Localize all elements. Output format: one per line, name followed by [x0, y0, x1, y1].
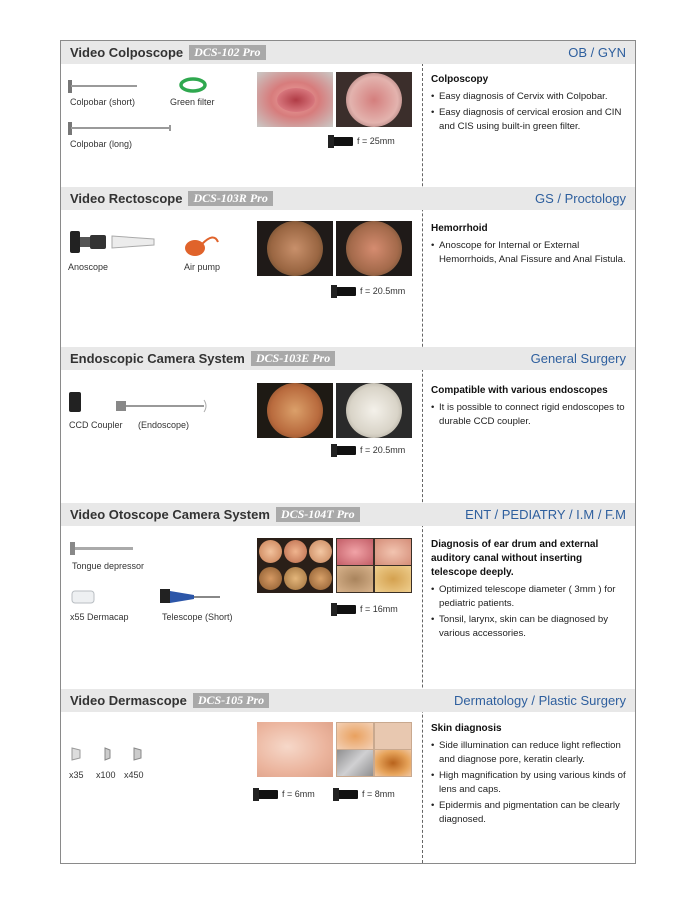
lens-icon: [258, 790, 278, 799]
section-title: Video Rectoscope: [70, 191, 183, 206]
accessory-label: x55 Dermacap: [70, 612, 129, 622]
cap-x35-icon: [68, 745, 86, 763]
focal-length: f = 25mm: [357, 136, 395, 146]
cervix-photo: [257, 72, 333, 127]
section-description: [431, 222, 631, 269]
description-bullet: • It is possible to connect rigid endoscopes to durable CCD coupler.: [431, 401, 631, 429]
accessory-label: Telescope (Short): [162, 612, 233, 622]
green-filter-icon: [178, 76, 208, 94]
description-bullet: • Tonsil, larynx, skin can be diagnosed by various accessories.: [431, 613, 631, 641]
description-bullet: • Easy diagnosis of cervical erosion and CIN and CIS using built-in green filter.: [431, 106, 631, 134]
accessory-label: (Endoscope): [138, 420, 190, 430]
description-heading: Hemorrhoid: [431, 223, 488, 234]
section-category: General Surgery: [530, 351, 626, 366]
description-bullet: • Optimized telescope diameter ( 3mm ) for pediatric patients.: [431, 583, 631, 611]
section-description: [431, 722, 631, 829]
colposcope-photo: [336, 72, 412, 127]
section-description: [431, 538, 631, 643]
anoscope-icon: [66, 229, 158, 255]
accessory-label: Anoscope: [68, 262, 109, 272]
lens-icon: [338, 790, 358, 799]
section-title: Video Otoscope Camera System: [70, 507, 270, 522]
section-category: Dermatology / Plastic Surgery: [454, 693, 626, 708]
model-badge: DCS-105 Pro: [193, 693, 269, 708]
section-header-rectoscope: [61, 187, 635, 210]
accessory-label: x100: [96, 770, 116, 780]
focal-length: f = 20.5mm: [360, 286, 406, 296]
accessory-label: Tongue depressor: [72, 561, 145, 571]
section-title: Video Dermascope: [70, 693, 187, 708]
accessory-label: CCD Coupler: [69, 420, 123, 430]
focal-length: f = 20.5mm: [360, 445, 406, 455]
description-heading: Compatible with various endoscopes: [431, 385, 608, 396]
accessory-label: Air pump: [184, 262, 221, 272]
section-category: ENT / PEDIATRY / I.M / F.M: [465, 507, 626, 522]
endoscopic-photo: [257, 383, 333, 438]
description-heading: Colposcopy: [431, 74, 489, 85]
lens-icon: [336, 446, 356, 455]
colpobar-short-icon: [68, 80, 138, 94]
accessory-label: x35: [69, 770, 84, 780]
model-badge: DCS-104T Pro: [276, 507, 360, 522]
accessory-label: Colpobar (short): [70, 97, 136, 107]
lens-icon: [336, 287, 356, 296]
section-header-dermascope: [61, 689, 635, 712]
skin-closeup-photos: [336, 722, 412, 777]
description-heading: Diagnosis of ear drum and external auditory canal without inserting telescope deeply.: [431, 539, 599, 578]
model-badge: DCS-102 Pro: [189, 45, 265, 60]
accessory-label: x450: [124, 770, 144, 780]
cap-x450-icon: [130, 745, 146, 763]
hemorrhoid-photo: [257, 221, 333, 276]
model-badge: DCS-103R Pro: [188, 191, 272, 206]
section-description: [431, 384, 631, 431]
accessory-label: Colpobar (long): [70, 139, 133, 149]
section-description: [431, 73, 631, 136]
description-heading: Skin diagnosis: [431, 723, 502, 734]
description-bullet: • Epidermis and pigmentation can be clearly diagnosed.: [431, 799, 631, 827]
tongue-depressor-icon: [70, 542, 134, 556]
section-header-colposcope: [61, 41, 635, 64]
section-category: OB / GYN: [568, 45, 626, 60]
lens-icon: [336, 605, 356, 614]
focal-length: f = 16mm: [360, 604, 398, 614]
section-header-otoscope: [61, 503, 635, 526]
section-category: GS / Proctology: [534, 191, 626, 206]
throat-skin-photos: [336, 538, 412, 593]
ear-drum-photos: [257, 538, 333, 593]
description-bullet: • Easy diagnosis of Cervix with Colpobar.: [431, 90, 631, 104]
section-title: Endoscopic Camera System: [70, 351, 245, 366]
air-pump-icon: [182, 228, 222, 260]
focal-length: f = 6mm: [282, 789, 315, 799]
description-bullet: • Anoscope for Internal or External Hemorrhoids, Anal Fissure and Anal Fistula.: [431, 239, 631, 267]
lens-icon: [333, 137, 353, 146]
description-bullet: • High magnification by using various kinds of lens and caps.: [431, 769, 631, 797]
section-header-endoscopic: [61, 347, 635, 370]
joint-photo: [336, 383, 412, 438]
endoscope-icon: [114, 398, 208, 414]
skin-photo: [257, 722, 333, 777]
section-title: Video Colposcope: [70, 45, 184, 60]
dermacap-icon: [70, 588, 98, 606]
cap-x100-icon: [101, 745, 115, 763]
description-bullet: • Side illumination can reduce light reflection and diagnose pore, keratin clearly.: [431, 739, 631, 767]
anal-canal-photo: [336, 221, 412, 276]
model-badge: DCS-103E Pro: [251, 351, 335, 366]
column-divider: [422, 63, 423, 863]
accessory-label: Green filter: [170, 97, 215, 107]
focal-length: f = 8mm: [362, 789, 395, 799]
colpobar-long-icon: [68, 122, 174, 136]
ccd-coupler-icon: [66, 390, 86, 414]
telescope-icon: [158, 585, 222, 609]
